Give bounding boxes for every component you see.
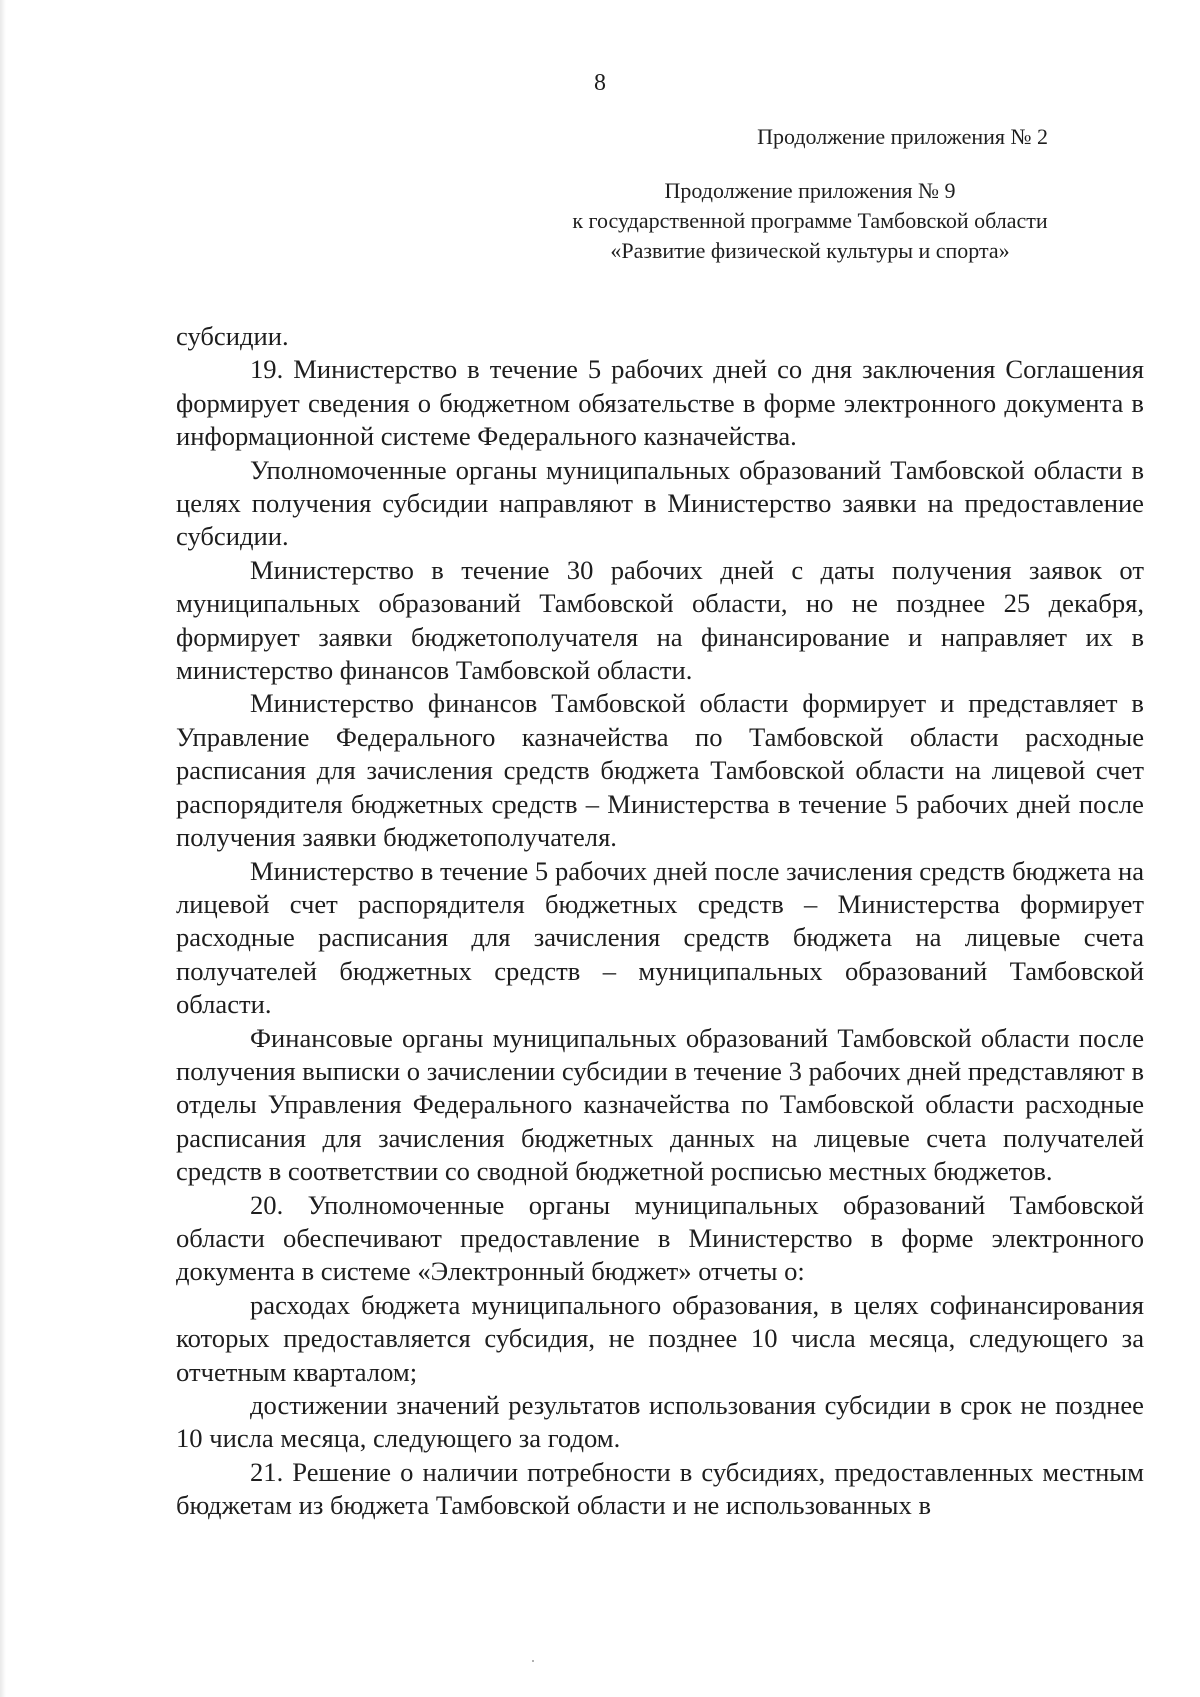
page-number: 8 xyxy=(594,70,606,96)
scan-edge-shadow xyxy=(0,0,6,1697)
paragraph: 19. Министерство в течение 5 рабочих дней со дня заключения Соглашения формирует сведения о бюджетном обязательстве в форме электронного документа в информационной системе Федерального казначейства. xyxy=(176,354,1144,452)
appendix-2-continuation: Продолжение приложения № 2 xyxy=(757,124,1048,149)
scan-speck xyxy=(532,1660,534,1662)
paragraph: Министерство финансов Тамбовской области формирует и представляет в Управление Федерального казначейства по Тамбовской области расходные расписания для зачисления средств бюджета Тамбовской области на лицевой счет распорядителя бюджетных средств – Министерства в течение 5 рабочих дней после получения заявки бюджетополучателя. xyxy=(176,688,1144,853)
paragraph: Министерство в течение 30 рабочих дней с даты получения заявок от муниципальных образований Тамбовской области, но не позднее 25 декабря, формирует заявки бюджетополучателя на финансирование и направляет их в министерство финансов Тамбовской области. xyxy=(176,554,1144,686)
appendix-9-line: Продолжение приложения № 9 xyxy=(664,178,956,203)
appendix-9-line: «Развитие физической культуры и спорта» xyxy=(610,238,1010,263)
document-body xyxy=(176,320,1144,1523)
paragraph: Финансовые органы муниципальных образований Тамбовской области после получения выписки о зачислении субсидии в течение 3 рабочих дней представляют в отделы Управления Федерального казначейства по Тамбовской области расходные расписания для зачисления бюджетных данных на лицевые счета получателей средств в соответствии со сводной бюджетной росписью местных бюджетов. xyxy=(176,1022,1144,1187)
paragraph: субсидии. xyxy=(176,321,289,351)
paragraph: достижении значений результатов использования субсидии в срок не позднее 10 числа месяца, следующего за годом. xyxy=(176,1390,1144,1454)
paragraph: Уполномоченные органы муниципальных образований Тамбовской области в целях получения субсидии направляют в Министерство заявки на предоставление субсидии. xyxy=(176,454,1144,552)
appendix-9-line: к государственной программе Тамбовской области xyxy=(572,208,1048,233)
paragraph: 20. Уполномоченные органы муниципальных образований Тамбовской области обеспечивают предоставление в Министерство в форме электронного документа в системе «Электронный бюджет» отчеты о: xyxy=(176,1189,1144,1287)
appendix-9-header xyxy=(460,176,1160,266)
paragraph: 21. Решение о наличии потребности в субсидиях, предоставленных местным бюджетам из бюджета Тамбовской области и не использованных в xyxy=(176,1456,1144,1521)
paragraph: расходах бюджета муниципального образования, в целях софинансирования которых предоставляется субсидия, не позднее 10 числа месяца, следующего за отчетным кварталом; xyxy=(176,1289,1144,1387)
paragraph: Министерство в течение 5 рабочих дней после зачисления средств бюджета на лицевой счет распорядителя бюджетных средств – Министерства формирует расходные расписания для зачисления средств бюджета на лицевые счета получателей бюджетных средств – муниципальных образований Тамбовской области. xyxy=(176,855,1144,1020)
